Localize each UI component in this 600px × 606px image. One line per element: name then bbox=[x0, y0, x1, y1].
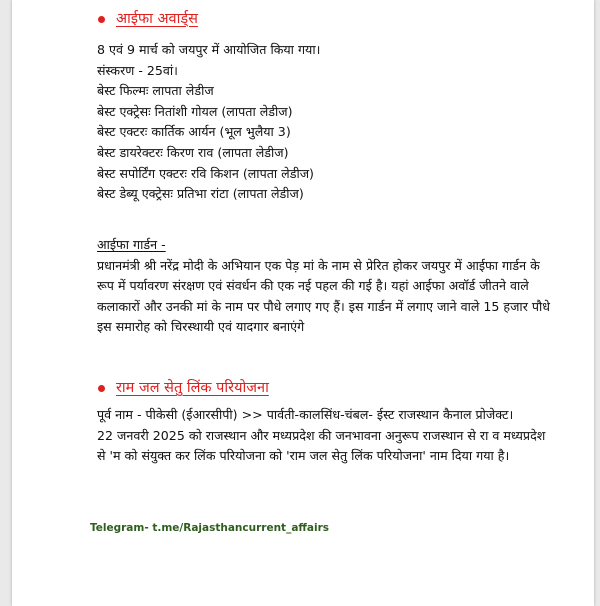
bullet-icon bbox=[98, 16, 105, 23]
section-heading-iifa-awards bbox=[98, 9, 198, 29]
iifa-garden-subheading: आईफा गार्डन - bbox=[97, 237, 166, 252]
bullet-icon bbox=[98, 385, 105, 392]
award-line: बेस्ट फिल्मः लापता लेडीज bbox=[97, 83, 214, 99]
ram-jal-setu-section bbox=[97, 405, 552, 467]
award-line: बेस्ट एक्ट्रेसः नितांशी गोयल (लापता लेडीज) bbox=[97, 103, 293, 119]
award-line: बेस्ट सपोर्टिंग एक्टरः रवि किशन (लापता लेडीज) bbox=[97, 165, 314, 181]
awards-list bbox=[97, 40, 552, 205]
award-line: बेस्ट एक्टरः कार्तिक आर्यन (भूल भुलैया 3) bbox=[97, 124, 291, 140]
document-page bbox=[12, 0, 594, 606]
naming-paragraph: 22 जनवरी 2025 को राजस्थान और मध्यप्रदेश की जनभावना अनुरूप राजस्थान से रा व मध्यप्रदेश से 'म को संयुक्त कर लिंक परियोजना को 'राम जल सेतु लिंक परियोजना' नाम दिया गया है। bbox=[97, 427, 546, 464]
former-name-paragraph: पूर्व नाम - पीकेसी (ईआरसीपी) >> पार्वती-कालसिंध-चंबल- ईस्ट राजस्थान कैनाल प्रोजेक्ट। bbox=[97, 407, 514, 422]
heading-text: आईफा अवार्ड्स bbox=[116, 11, 198, 27]
section-heading-ram-jal-setu bbox=[98, 378, 269, 398]
iifa-garden-section bbox=[97, 235, 552, 338]
heading-text: राम जल सेतु लिंक परियोजना bbox=[116, 380, 269, 396]
telegram-link[interactable]: Telegram- t.me/Rajasthancurrent_affairs bbox=[90, 522, 330, 534]
award-line: 8 एवं 9 मार्च को जयपुर में आयोजित किया गया। bbox=[97, 42, 321, 57]
iifa-garden-paragraph: प्रधानमंत्री श्री नरेंद्र मोदी के अभियान एक पेड़ मां के नाम से प्रेरित होकर जयपुर में आईफा गार्डन के रूप में पर्यावरण संरक्षण एवं संवर्धन की एक नई पहल की गई है। यहां आईफा अवॉर्ड जीतने वाले कलाकारों और उनकी मां के नाम पर पौधे लगाए गए हैं। इस गार्डन में लगाए जाने वाले 15 हजार पौधे इस समारोह को चिरस्थायी एवं यादगार बनाएंगे bbox=[97, 257, 551, 335]
award-line: संस्करण - 25वां। bbox=[97, 62, 178, 78]
award-line: बेस्ट डायरेक्टरः किरण राव (लापता लेडीज) bbox=[97, 144, 289, 160]
award-line: बेस्ट डेब्यू एक्ट्रेसः प्रतिभा रांटा (लापता लेडीज) bbox=[97, 186, 304, 202]
